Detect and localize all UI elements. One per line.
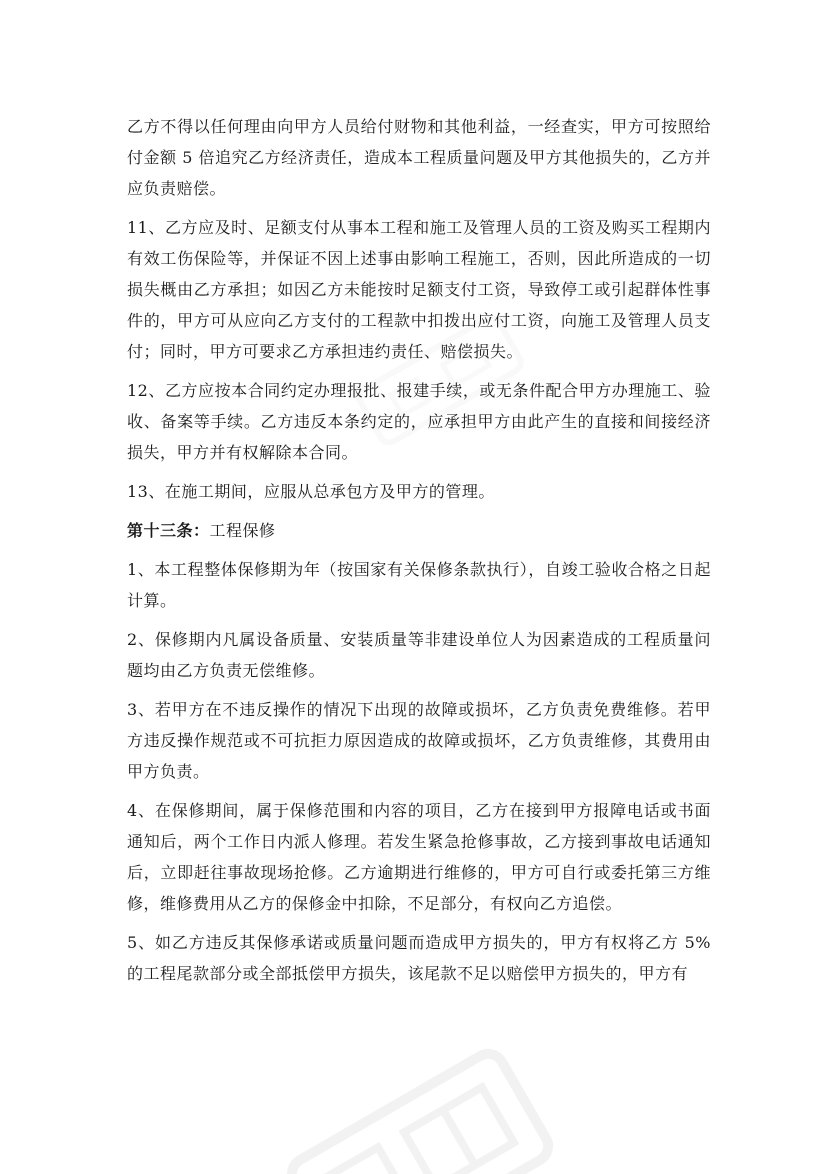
paragraph-continuation: 乙方不得以任何理由向甲方人员给付财物和其他利益，一经查实，甲方可按照给付金额 5 倍追究乙方经济责任，造成本工程质量问题及甲方其他损失的，乙方并应负责赔偿。	[127, 117, 711, 198]
warranty-item-4: 4、在保修期间，属于保修范围和内容的项目，乙方在接到甲方报障电话或书面通知后，两个工作日内派人修理。若发生紧急抢修事故，乙方接到事故电话通知后，立即赶往事故现场抢修。乙方逾期进行维修的，甲方可自行或委托第三方维修，维修费用从乙方的保修金中扣除，不足部分，有权向乙方追偿。	[127, 801, 711, 913]
paragraph-item-13: 13、在施工期间，应服从总承包方及甲方的管理。	[127, 482, 495, 501]
section-heading	[127, 515, 711, 546]
warranty-item-3: 3、若甲方在不违反操作的情况下出现的故障或损坏，乙方负责免费维修。若甲方违反操作规范或不可抗拒力原因造成的故障或损坏，乙方负责维修，其费用由甲方负责。	[127, 700, 711, 781]
warranty-item-1: 1、本工程整体保修期为年（按国家有关保修条款执行），自竣工验收合格之日起计算。	[127, 560, 711, 610]
section-heading-label: 第十三条：	[127, 521, 210, 540]
paragraph-item-12: 12、乙方应按本合同约定办理报批、报建手续，或无条件配合甲方办理施工、验收、备案等手续。乙方违反本条约定的，应承担甲方由此产生的直接和间接经济损失，甲方并有权解除本合同。	[127, 381, 711, 462]
section-heading-title: 工程保修	[209, 521, 276, 540]
watermark-stamp	[267, 1026, 572, 1174]
warranty-item-2: 2、保修期内凡属设备质量、安装质量等非建设单位人为因素造成的工程质量问题均由乙方负责无偿维修。	[127, 630, 711, 680]
warranty-item-5: 5、如乙方违反其保修承诺或质量问题而造成甲方损失的，甲方有权将乙方 5%的工程尾款部分或全部抵偿甲方损失，该尾款不足以赔偿甲方损失的，甲方有	[127, 933, 711, 983]
document-body	[127, 111, 711, 997]
paragraph-item-11: 11、乙方应及时、足额支付从事本工程和施工及管理人员的工资及购买工程期内有效工伤保险等，并保证不因上述事由影响工程施工，否则，因此所造成的一切损失概由乙方承担；如因乙方未能按时足额支付工资，导致停工或引起群体性事件的，甲方可从应向乙方支付的工程款中扣拨出应付工资，向施工及管理人员支付；同时，甲方可要求乙方承担违约责任、赔偿损失。	[127, 218, 711, 361]
